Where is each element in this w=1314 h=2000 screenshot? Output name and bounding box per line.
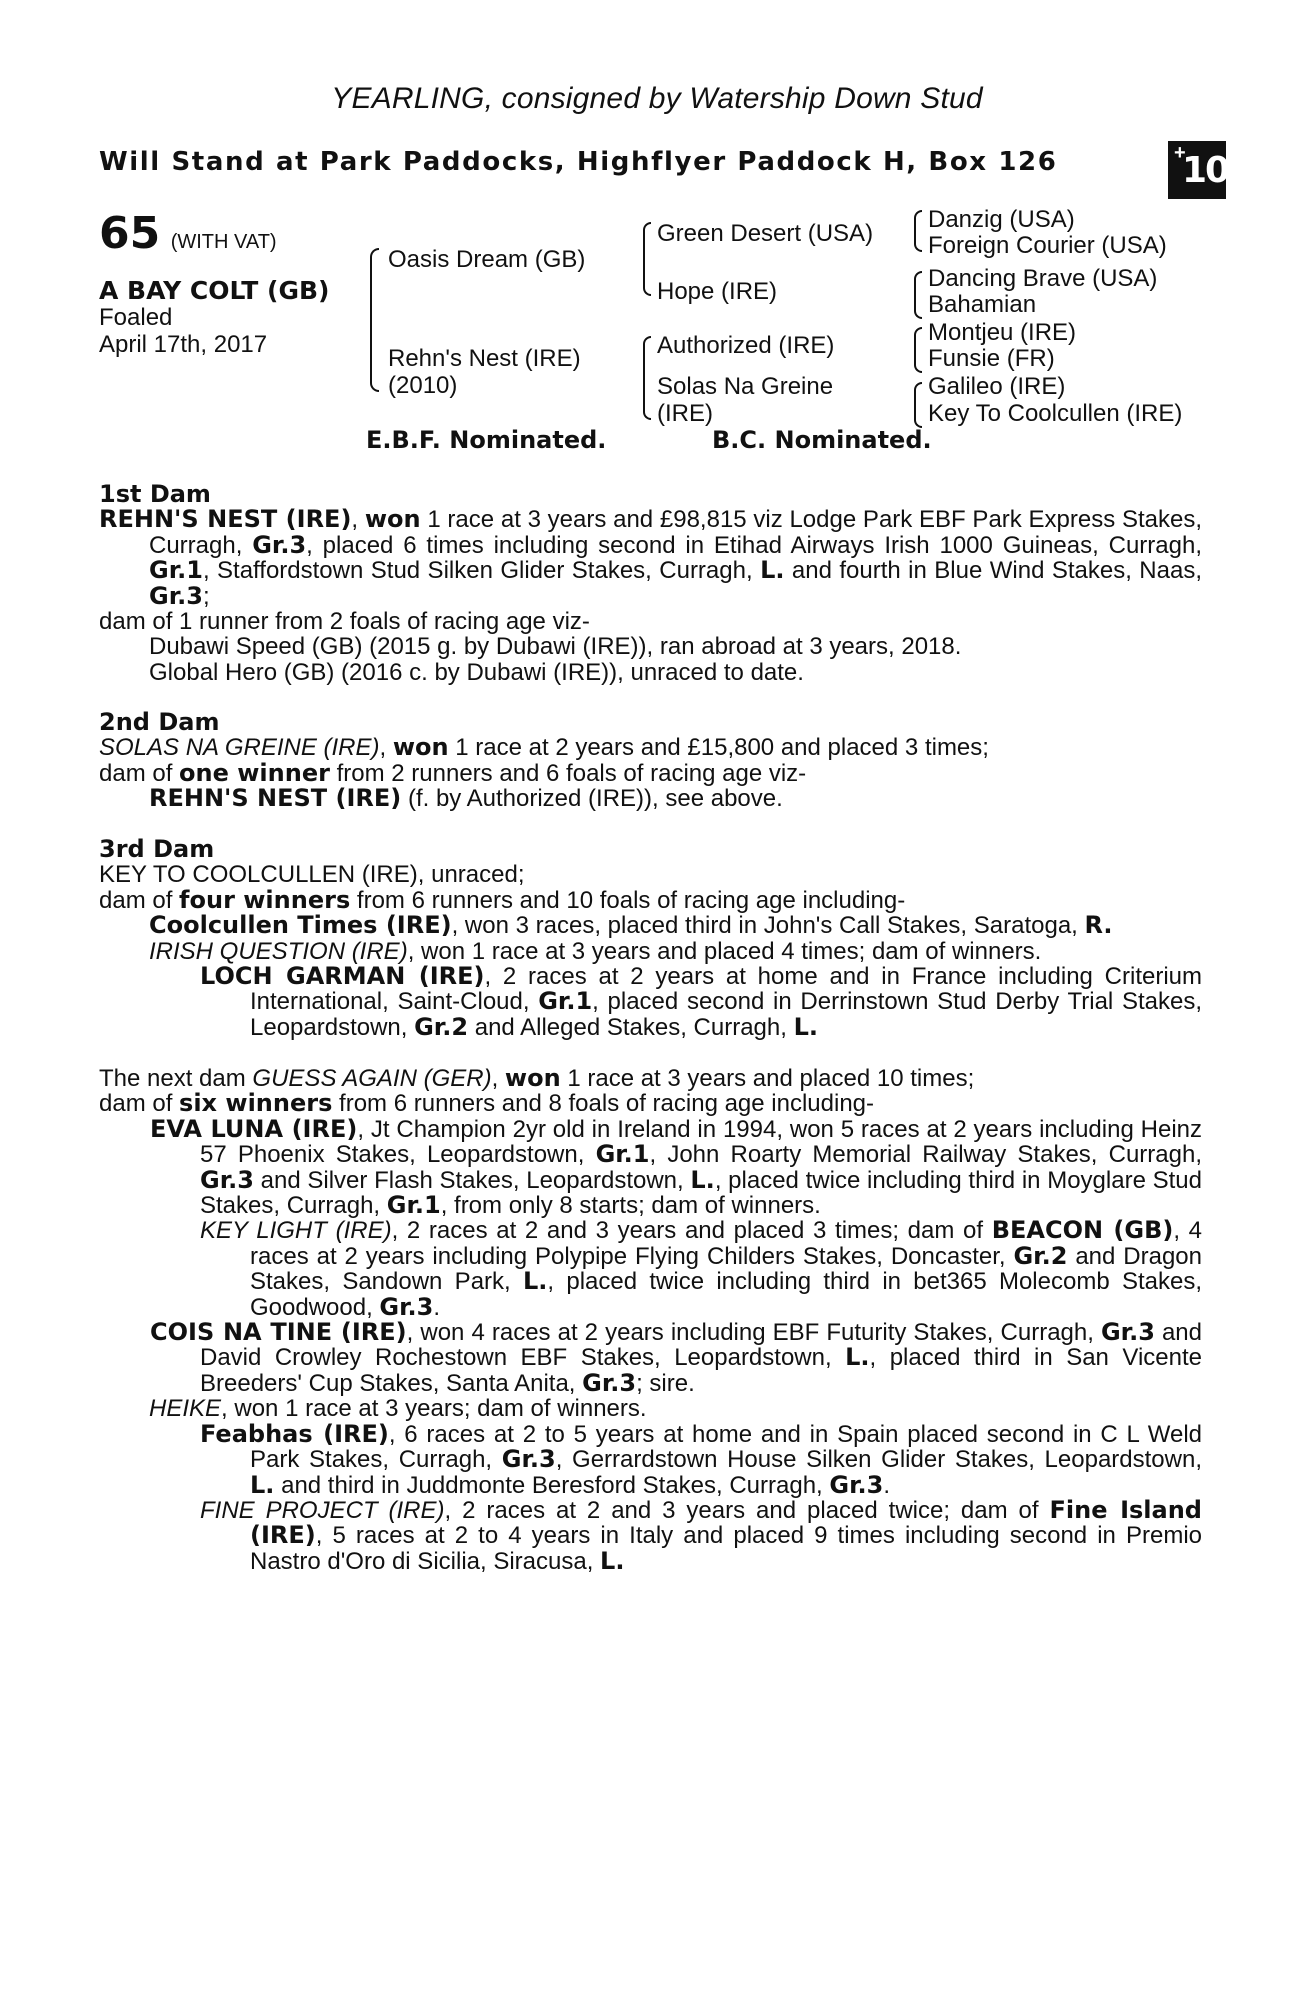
progeny-name: KEY LIGHT (IRE) [200, 1217, 392, 1245]
progeny-name: Feabhas (IRE) [200, 1419, 389, 1448]
lot-name: A BAY COLT (GB) [99, 276, 330, 305]
progeny-entry [99, 1495, 1202, 1575]
next-dam-name: GUESS AGAIN (GER) [252, 1065, 492, 1092]
listed: L. [793, 1012, 819, 1041]
text: and Dragon Stakes, Sandown Park, [250, 1242, 1203, 1296]
second-dam-produce-summary [99, 758, 1202, 787]
sep: , [379, 734, 393, 762]
text: , placed 6 times including second in Etihad Airways Irish 1000 Guineas, Curragh, [306, 531, 1202, 559]
grade: Gr.3 [200, 1165, 254, 1194]
dam-parents-brace [643, 336, 651, 420]
lot-number: 65 [99, 208, 161, 259]
text: dam of [99, 1090, 180, 1118]
progeny-entry [99, 1114, 1203, 1220]
text: 1 race at 2 years and £15,800 and placed 3 times; [448, 734, 989, 762]
grade: Gr.1 [149, 556, 203, 585]
text: . [883, 1471, 890, 1499]
text: and David Crowley Rochestown EBF Stakes, Leopardstown, [200, 1319, 1203, 1372]
foaled-date: April 17th, 2017 [99, 331, 268, 358]
won: won [364, 505, 421, 534]
text: , placed third in San Vicente Breeders' Cup Stakes, Santa Anita, [200, 1344, 1202, 1397]
progeny-entry [99, 913, 1202, 938]
text: , John Roarty Memorial Railway Stakes, Curragh, [649, 1141, 1202, 1169]
text: , 2 races at 2 and 3 years and placed twice; dam of [444, 1496, 1050, 1524]
text: , won 1 race at 3 years and placed 4 times; dam of winners. [407, 937, 1042, 965]
first-dam-record [99, 507, 1202, 609]
text: ; [202, 582, 210, 610]
listed: L. [845, 1343, 870, 1372]
won: won [504, 1064, 561, 1092]
pedigree-sire: Oasis Dream (GB) [388, 246, 586, 273]
progeny-name: COIS NA TINE (IRE) [150, 1318, 407, 1347]
first-dam-section [99, 482, 1202, 685]
text: , placed second in Derrinstown Stud Derby Trial Stakes, Leopardstown, [250, 988, 1202, 1041]
listed: L. [250, 1470, 275, 1499]
text: from 6 runners and 10 foals of racing age including- [350, 886, 906, 914]
pedigree-dds: Galileo (IRE) [928, 373, 1066, 400]
third-dam-record: KEY TO COOLCULLEN (IRE), unraced; [99, 861, 525, 889]
brace-3 [914, 327, 922, 373]
text: from 2 runners and 6 foals of racing age viz- [329, 759, 807, 787]
brace-4 [914, 382, 922, 428]
next-dam-record [99, 1066, 1202, 1091]
progeny-entry [99, 1218, 1202, 1320]
text: (f. by Authorized (IRE)), see above. [401, 785, 783, 813]
text: , won 1 race at 3 years; dam of winners. [221, 1395, 647, 1423]
badge-number: 10 [1182, 150, 1229, 191]
listed: L. [760, 556, 785, 585]
pedigree-dsd: Funsie (FR) [928, 345, 1055, 372]
grade: Gr.3 [379, 1292, 434, 1321]
listed: L. [522, 1267, 548, 1296]
badge-plus: + [1174, 142, 1186, 164]
next-dam-section [99, 1066, 1202, 1574]
brace-2 [914, 271, 922, 319]
next-dam-produce-summary [99, 1091, 1202, 1116]
second-dam-section [99, 710, 1202, 812]
text: . [433, 1293, 441, 1321]
grade: Gr.2 [414, 1012, 469, 1041]
text: dam of [99, 886, 180, 914]
progeny-name: BEACON (GB) [991, 1216, 1174, 1245]
progeny-entry [99, 1320, 1202, 1396]
text: dam of [99, 759, 180, 787]
pedigree-sire-dam: Hope (IRE) [657, 278, 778, 305]
text: The next dam [99, 1065, 253, 1092]
second-dam-heading: 2nd Dam [99, 708, 220, 736]
pedigree-dam-dam: Solas Na Greine [657, 373, 834, 400]
text: , Staffordstown Stud Silken Glider Stakes, Curragh, [202, 557, 761, 585]
ebf-nominated: E.B.F. Nominated. [366, 426, 607, 454]
text: , from only 8 starts; dam of winners. [440, 1192, 821, 1220]
grade: Gr.3 [1100, 1318, 1155, 1347]
pedigree-ddd: Key To Coolcullen (IRE) [928, 400, 1183, 427]
progeny-name: LOCH GARMAN (IRE) [200, 962, 485, 991]
grade: Gr.1 [538, 987, 593, 1016]
progeny-entry: Global Hero (GB) (2016 c. by Dubawi (IRE)), unraced to date. [149, 658, 804, 686]
pedigree-ssd: Foreign Courier (USA) [928, 232, 1167, 259]
progeny-entry [99, 1396, 1202, 1421]
text: , placed twice including third in bet365 Molecomb Stakes, Goodwood, [250, 1268, 1202, 1321]
text: , won 4 races at 2 years including EBF Futurity Stakes, Curragh, [406, 1319, 1101, 1347]
third-dam-heading: 3rd Dam [99, 835, 215, 863]
first-dam-name: REHN'S NEST (IRE) [99, 505, 352, 534]
first-dam-produce-summary: dam of 1 runner from 2 foals of racing age viz- [99, 608, 590, 636]
text: , placed twice including third in Moyglare Stud Stakes, Curragh, [200, 1166, 1202, 1220]
lot-info [99, 208, 277, 259]
progeny-entry [99, 939, 1202, 964]
grade: Gr.1 [595, 1140, 650, 1169]
second-dam-name: SOLAS NA GREINE (IRE) [99, 734, 380, 762]
text: 1 race at 3 years and £98,815 viz Lodge Park EBF Park Express Stakes, Curragh, [149, 506, 1202, 559]
text: from 6 runners and 8 foals of racing age including- [332, 1090, 875, 1118]
pedigree-dam-sire: Authorized (IRE) [657, 332, 835, 359]
third-dam-section [99, 837, 1202, 1040]
winners-count: six winners [179, 1089, 333, 1118]
text: , Jt Champion 2yr old in Ireland in 1994, won 5 races at 2 years including Heinz 57 Phoenix Stakes, Leopardstown, [200, 1115, 1203, 1169]
text: and Silver Flash Stakes, Leopardstown, [253, 1166, 691, 1194]
pedigree-sire-sire: Green Desert (USA) [657, 220, 874, 247]
text: 1 race at 3 years and placed 10 times; [560, 1065, 975, 1092]
sire-parents-brace [643, 222, 651, 296]
text: , 2 races at 2 years at home and in France including Criterium International, Saint-Cloud, [250, 963, 1203, 1016]
text: , 5 races at 2 to 4 years in Italy and placed 9 times including second in Premio Nastro d'Oro di Sicilia, Siracusa, [250, 1522, 1202, 1575]
first-dam-heading: 1st Dam [99, 480, 211, 508]
pedigree-dam-year: (2010) [388, 372, 458, 399]
foaled-label: Foaled [99, 304, 173, 331]
third-dam-produce-summary [99, 885, 1202, 914]
grade: R. [1084, 911, 1113, 940]
text: and fourth in Blue Wind Stakes, Naas, [784, 557, 1203, 585]
second-dam-record [99, 735, 1202, 760]
winners-count: four winners [179, 885, 351, 914]
grade: Gr.3 [501, 1445, 556, 1474]
pedigree-sdd: Bahamian [928, 291, 1037, 318]
progeny-name: EVA LUNA (IRE) [150, 1114, 358, 1143]
progeny-entry [99, 1419, 1202, 1499]
text: and third in Juddmonte Beresford Stakes, Curragh, [274, 1471, 830, 1499]
text: and Alleged Stakes, Curragh, [468, 1013, 794, 1041]
progeny-entry [99, 786, 1202, 811]
progeny-name: Fine Island (IRE) [250, 1495, 1202, 1550]
pedigree-dam: Rehn's Nest (IRE) [388, 345, 581, 372]
sire-dam-brace [370, 248, 379, 392]
pedigree-dam-dam-suffix: (IRE) [657, 400, 713, 427]
catalogue-title: YEARLING, consigned by Watership Down Stud [331, 82, 983, 115]
grade: Gr.3 [149, 581, 203, 610]
text: , won 3 races, placed third in John's Call Stakes, Saratoga, [451, 912, 1085, 940]
pedigree-dss: Montjeu (IRE) [928, 319, 1077, 346]
text: , 2 races at 2 and 3 years and placed 3 times; dam of [391, 1217, 992, 1245]
brace-1 [914, 210, 922, 252]
stall-location: Will Stand at Park Paddocks, Highflyer Paddock H, Box 126 [99, 147, 1058, 177]
progeny-name: Coolcullen Times (IRE) [149, 911, 452, 940]
winners-count: one winner [179, 758, 330, 787]
sep: , [491, 1065, 505, 1092]
pedigree-sds: Dancing Brave (USA) [928, 265, 1158, 292]
progeny-name: HEIKE [149, 1395, 222, 1423]
listed: L. [690, 1165, 715, 1194]
grade: Gr.1 [386, 1191, 441, 1220]
progeny-name: REHN'S NEST (IRE) [149, 784, 402, 813]
text: ; sire. [636, 1369, 695, 1397]
lot-badge [1168, 141, 1229, 199]
listed: L. [600, 1546, 625, 1575]
grade: Gr.3 [582, 1368, 637, 1397]
text: , 4 races at 2 years including Polypipe Flying Childers Stakes, Doncaster, [250, 1217, 1203, 1270]
progeny-entry: Dubawi Speed (GB) (2015 g. by Dubawi (IRE)), ran abroad at 3 years, 2018. [149, 633, 962, 661]
sep: , [351, 506, 365, 534]
grade: Gr.3 [829, 1470, 884, 1499]
text: , Gerrardstown House Silken Glider Stakes, Leopardstown, [555, 1446, 1202, 1474]
progeny-name: IRISH QUESTION (IRE) [149, 937, 408, 965]
bc-nominated: B.C. Nominated. [712, 426, 932, 454]
text: , 6 races at 2 to 5 years at home and in Spain placed second in C L Weld Park Stakes, Curragh, [250, 1420, 1202, 1474]
won: won [392, 733, 449, 762]
pedigree-sss: Danzig (USA) [928, 206, 1075, 233]
progeny-entry [99, 964, 1202, 1040]
progeny-name: FINE PROJECT (IRE) [200, 1496, 445, 1524]
grade: Gr.2 [1013, 1241, 1068, 1270]
grade: Gr.3 [252, 530, 307, 559]
vat-note: (WITH VAT) [170, 231, 277, 253]
